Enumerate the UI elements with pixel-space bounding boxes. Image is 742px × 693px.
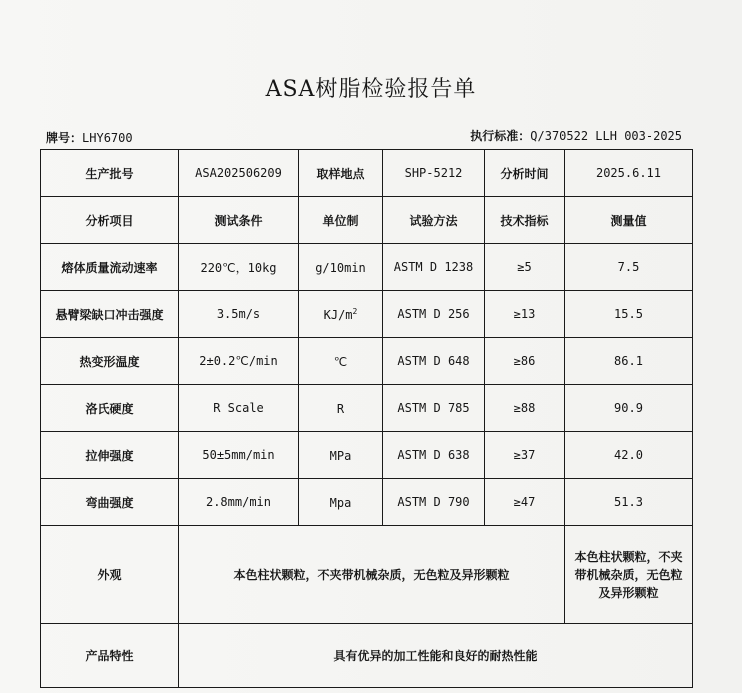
row-value: 7.5 xyxy=(565,244,693,291)
standard-label: 执行标准： xyxy=(470,129,531,143)
row-method: ASTM D 790 xyxy=(383,479,485,526)
header-row xyxy=(41,197,693,244)
row-value: 51.3 xyxy=(565,479,693,526)
row-unit: $KJ/m^2$ xyxy=(299,291,383,338)
row-spec: ≥88 xyxy=(485,385,565,432)
appearance-row xyxy=(41,526,693,624)
batch-label: 生产批号 xyxy=(41,150,179,197)
row-unit: MPa xyxy=(299,432,383,479)
brand-grade xyxy=(46,129,133,146)
row-condition: 2±0.2℃/min xyxy=(179,338,299,385)
row-value: 86.1 xyxy=(565,338,693,385)
row-condition: 50±5mm/min xyxy=(179,432,299,479)
brand-label: 牌号： xyxy=(46,131,83,145)
row-condition: 220℃，10kg xyxy=(179,244,299,291)
row-unit: R xyxy=(299,385,383,432)
appearance-label: 外观 xyxy=(41,526,179,624)
row-value: 90.9 xyxy=(565,385,693,432)
header-spec: 技术指标 xyxy=(485,197,565,244)
table-row xyxy=(41,338,693,385)
inspection-table xyxy=(40,149,693,688)
row-unit: g/10min xyxy=(299,244,383,291)
row-unit: ℃ xyxy=(299,338,383,385)
row-item: 熔体质量流动速率 xyxy=(41,244,179,291)
row-spec: ≥5 xyxy=(485,244,565,291)
row-spec: ≥86 xyxy=(485,338,565,385)
table-row xyxy=(41,432,693,479)
row-item: 弯曲强度 xyxy=(41,479,179,526)
row-item: 热变形温度 xyxy=(41,338,179,385)
row-spec: ≥13 xyxy=(485,291,565,338)
row-condition: R Scale xyxy=(179,385,299,432)
location-value: SHP-5212 xyxy=(383,150,485,197)
header-unit: 单位制 xyxy=(299,197,383,244)
row-method: ASTM D 785 xyxy=(383,385,485,432)
row-unit: Mpa xyxy=(299,479,383,526)
row-item: 拉伸强度 xyxy=(41,432,179,479)
location-label: 取样地点 xyxy=(299,150,383,197)
row-spec: ≥37 xyxy=(485,432,565,479)
time-label: 分析时间 xyxy=(485,150,565,197)
row-method: ASTM D 648 xyxy=(383,338,485,385)
batch-row xyxy=(41,150,693,197)
row-value: 15.5 xyxy=(565,291,693,338)
batch-value: ASA202506209 xyxy=(179,150,299,197)
header-method: 试验方法 xyxy=(383,197,485,244)
standard-value: Q/370522 LLH 003-2025 xyxy=(530,129,682,143)
execution-standard xyxy=(470,127,682,144)
appearance-spec: 本色柱状颗粒，不夹带机械杂质，无色粒及异形颗粒 xyxy=(179,526,565,624)
header-value: 测量值 xyxy=(565,197,693,244)
row-condition: 2.8mm/min xyxy=(179,479,299,526)
brand-value: LHY6700 xyxy=(82,131,133,145)
feature-value: 具有优异的加工性能和良好的耐热性能 xyxy=(179,624,693,688)
time-value: 2025.6.11 xyxy=(565,150,693,197)
row-method: ASTM D 638 xyxy=(383,432,485,479)
header-item: 分析项目 xyxy=(41,197,179,244)
row-spec: ≥47 xyxy=(485,479,565,526)
appearance-value: 本色柱状颗粒，不夹带机械杂质，无色粒及异形颗粒 xyxy=(565,526,693,624)
table-row xyxy=(41,479,693,526)
row-item: 悬臂梁缺口冲击强度 xyxy=(41,291,179,338)
feature-row xyxy=(41,624,693,688)
report-title: ASA树脂检验报告单 xyxy=(265,77,477,102)
row-method: ASTM D 1238 xyxy=(383,244,485,291)
row-method: ASTM D 256 xyxy=(383,291,485,338)
table-row xyxy=(41,385,693,432)
feature-label: 产品特性 xyxy=(41,624,179,688)
table-row xyxy=(41,291,693,338)
header-condition: 测试条件 xyxy=(179,197,299,244)
row-value: 42.0 xyxy=(565,432,693,479)
row-condition: 3.5m/s xyxy=(179,291,299,338)
row-item: 洛氏硬度 xyxy=(41,385,179,432)
table-row xyxy=(41,244,693,291)
